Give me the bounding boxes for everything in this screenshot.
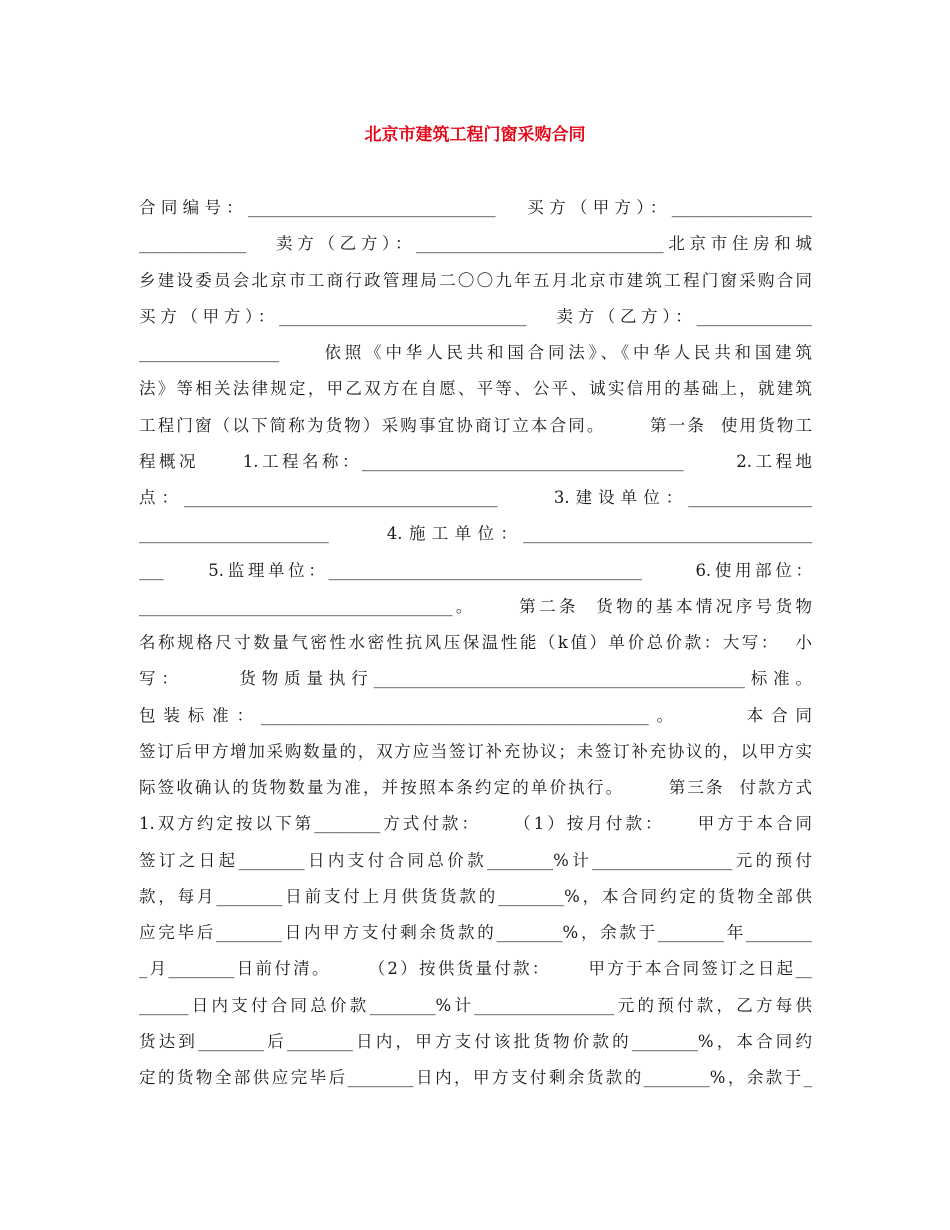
body-line: ___ 5.监理单位：______________________________________ 6.使用部位：	[139, 560, 812, 580]
document-title: 北京市建筑工程门窗采购合同	[364, 125, 586, 145]
body-line: _月________日前付清。 （2）按供货量付款： 甲方于本合同签订之日起__	[139, 959, 812, 979]
body-line: 包装标准：_______________________________________________。 本合同	[139, 705, 812, 725]
body-line: 名称规格尺寸数量气密性水密性抗风压保温性能（k值）单价总价款：大写： 小	[139, 633, 812, 652]
body-line: _________________ 依照《中华人民共和国合同法》、《中华人民共和国建筑	[139, 343, 812, 362]
body-line: ______日内支付合同总价款________%计_________________元的预付款，乙方每供	[139, 995, 812, 1015]
body-line: 乡建设委员会北京市工商行政管理局二〇〇九年五月北京市建筑工程门窗采购合同	[139, 270, 812, 290]
body-line: 工程门窗（以下简称为货物）采购事宜协商订立本合同。 第一条 使用货物工	[139, 415, 812, 435]
body-line: _____________ 卖方（乙方）：______________________________北京市住房和城	[139, 234, 812, 254]
body-line: 定的货物全部供应完毕后________日内，甲方支付剩余货款的________%，余款于_	[139, 1068, 812, 1087]
body-line: 货达到________后________日内，甲方支付该批货物价款的________%，本合同约	[139, 1031, 812, 1051]
body-line: 买方（甲方）：______________________________ 卖方（乙方）：______________	[139, 306, 812, 326]
body-line: 签订后甲方增加采购数量的，双方应当签订补充协议；未签订补充协议的，以甲方实	[139, 741, 812, 761]
body-line: 签订之日起________日内支付合同总价款________%计_________________元的预付	[139, 850, 812, 870]
body-line: 写： 货物质量执行_____________________________________________标准。	[139, 669, 812, 689]
body-line: 1.双方约定按以下第________方式付款： （1）按月付款： 甲方于本合同	[139, 814, 812, 834]
body-line: 款，每月________日前支付上月供货货款的________%，本合同约定的货物全部供	[139, 886, 812, 906]
body-line: ______________________________________。 第二条 货物的基本情况序号货物	[139, 596, 812, 616]
body-line: 际签收确认的货物数量为准，并按照本条约定的单价执行。 第三条 付款方式	[139, 778, 812, 797]
body-line: 法》等相关法律规定，甲乙双方在自愿、平等、公平、诚实信用的基础上，就建筑	[139, 379, 812, 399]
body-line: 合同编号：______________________________ 买方（甲方）：_________________	[139, 198, 812, 217]
body-line: _______________________ 4.施工单位：___________________________________	[139, 524, 812, 544]
body-line: 点：______________________________________ 3.建设单位：_______________	[139, 488, 812, 507]
body-line: 应完毕后________日内甲方支付剩余货款的________%，余款于________年________	[139, 923, 812, 942]
body-line: 程概况 1.工程名称：_______________________________________ 2.工程地	[139, 451, 812, 471]
